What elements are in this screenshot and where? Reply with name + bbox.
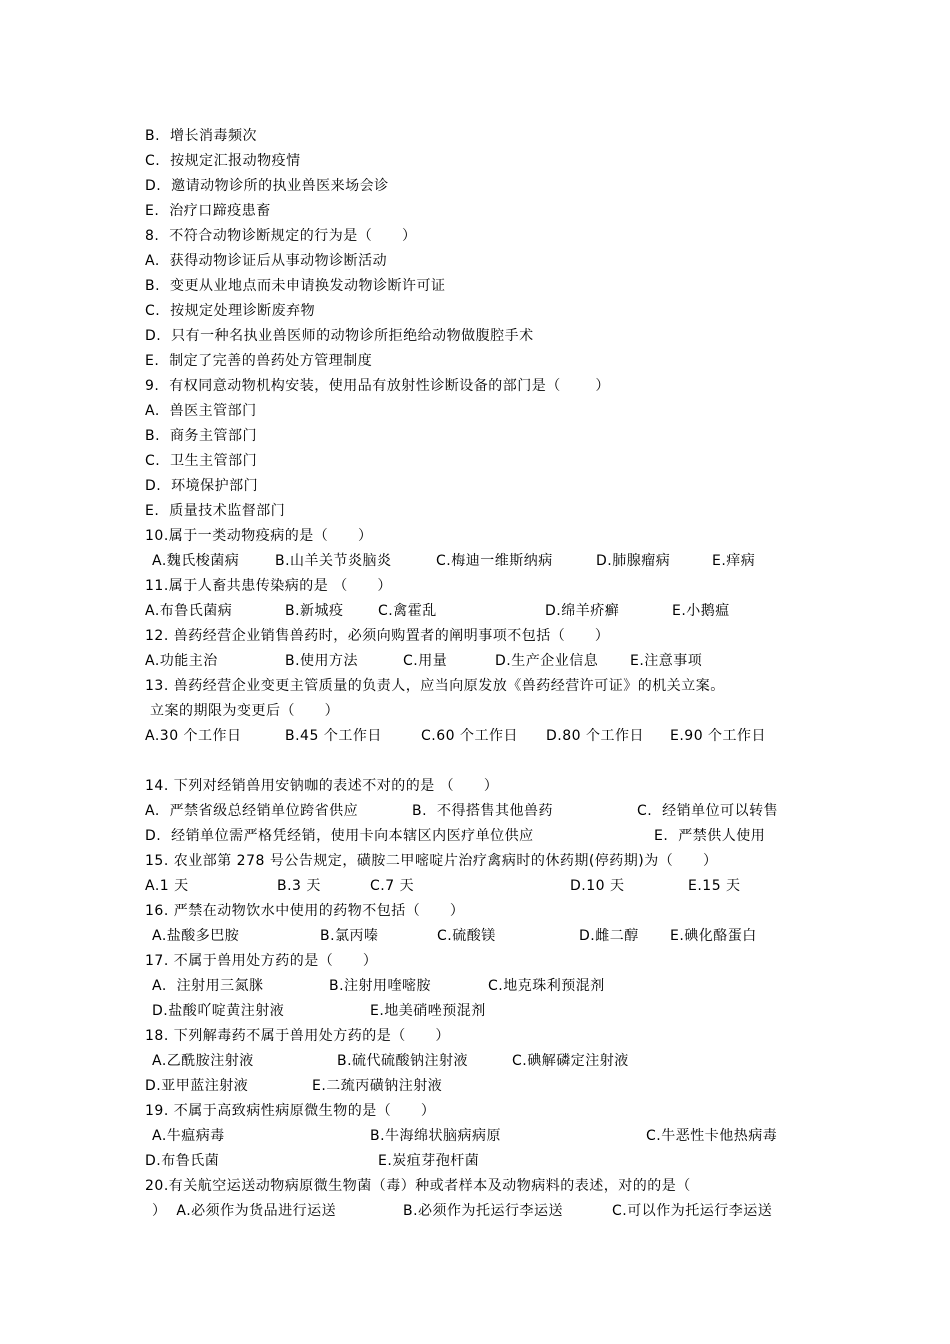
q13-option-e: E.90 个工作日 [670, 728, 767, 744]
q8-option-b: B. 变更从业地点而未申请换发动物诊断许可证 [145, 278, 446, 294]
q20-options-row [0, 1202, 950, 1220]
q19-option-b: B.牛海绵状脑病病原 [370, 1128, 502, 1144]
q12-option-d: D.生产企业信息 [495, 653, 599, 669]
q10-option-b: B.山羊关节炎脑炎 [275, 553, 392, 569]
q14-option-a: A. 严禁省级总经销单位跨省供应 [145, 803, 359, 819]
q18-options-row-2 [0, 1077, 950, 1095]
q11-option-a: A.布鲁氏菌病 [145, 603, 233, 619]
question-14: 14. 下列对经销兽用安钠咖的表述不对的的是 （ ） [145, 778, 499, 794]
q16-option-d: D.雌二醇 [579, 928, 639, 944]
question-19: 19. 不属于高致病性病原微生物的是（ ） [145, 1103, 436, 1119]
q20-option-b: B.必须作为托运行李运送 [403, 1203, 564, 1219]
question-18: 18. 下列解毒药不属于兽用处方药的是（ ） [145, 1028, 450, 1044]
q16-option-c: C.硫酸镁 [437, 928, 496, 944]
q7-option-b: B. 增长消毒频次 [145, 128, 257, 144]
q9-option-a: A. 兽医主管部门 [145, 403, 257, 419]
q15-option-a: A.1 天 [145, 878, 189, 894]
q12-option-b: B.使用方法 [285, 653, 359, 669]
q18-option-c: C.碘解磷定注射液 [512, 1053, 629, 1069]
q19-options-row-1 [0, 1127, 950, 1145]
question-10: 10.属于一类动物疫病的是（ ） [145, 528, 373, 544]
q12-options-row [0, 652, 950, 670]
q16-option-b: B.氯丙嗪 [320, 928, 379, 944]
q18-option-e: E.二巯丙磺钠注射液 [312, 1078, 443, 1094]
q17-option-c: C.地克珠利预混剂 [488, 978, 605, 994]
q15-option-b: B.3 天 [277, 878, 321, 894]
q14-option-b: B. 不得搭售其他兽药 [412, 803, 553, 819]
q16-option-e: E.碘化酪蛋白 [670, 928, 757, 944]
q13-option-d: D.80 个工作日 [546, 728, 644, 744]
q9-option-d: D. 环境保护部门 [145, 478, 259, 494]
q15-option-c: C.7 天 [370, 878, 415, 894]
question-20: 20.有关航空运送动物病原微生物菌（毒）种或者样本及动物病料的表述，对的的是（ [145, 1178, 691, 1194]
q14-options-row-2 [0, 827, 950, 845]
q13-options-row [0, 727, 950, 745]
q19-option-d: D.布鲁氏菌 [145, 1153, 220, 1169]
q17-option-e: E.地美硝唑预混剂 [370, 1003, 486, 1019]
q10-option-a: A.魏氏梭菌病 [152, 553, 240, 569]
q17-options-row-1 [0, 977, 950, 995]
q14-options-row-1 [0, 802, 950, 820]
q14-option-c: C. 经销单位可以转售 [637, 803, 779, 819]
q10-option-c: C.梅迪一维斯纳病 [436, 553, 553, 569]
q11-option-e: E.小鹅瘟 [672, 603, 730, 619]
q11-option-d: D.绵羊疥癣 [545, 603, 620, 619]
q11-option-b: B.新城疫 [285, 603, 344, 619]
q11-options-row [0, 602, 950, 620]
q17-option-a: A. 注射用三氮脒 [152, 978, 264, 994]
q20-option-a: ） A.必须作为货品进行运送 [152, 1203, 337, 1219]
q18-option-a: A.乙酰胺注射液 [152, 1053, 254, 1069]
question-16: 16. 严禁在动物饮水中使用的药物不包括（ ） [145, 903, 465, 919]
q15-option-d: D.10 天 [570, 878, 625, 894]
q13-option-a: A.30 个工作日 [145, 728, 242, 744]
q20-option-c: C.可以作为托运行李运送 [612, 1203, 773, 1219]
q10-option-d: D.肺腺瘤病 [596, 553, 671, 569]
q15-options-row [0, 877, 950, 895]
q8-option-a: A. 获得动物诊证后从事动物诊断活动 [145, 253, 388, 269]
question-12: 12. 兽药经营企业销售兽药时，必须向购置者的阐明事项不包括（ ） [145, 628, 610, 644]
q11-option-c: C.禽霍乱 [378, 603, 437, 619]
q16-option-a: A.盐酸多巴胺 [152, 928, 240, 944]
q13-option-c: C.60 个工作日 [421, 728, 518, 744]
question-9: 9. 有权同意动物机构安装，使用品有放射性诊断设备的部门是（ ） [145, 378, 610, 394]
q17-option-d: D.盐酸吖啶黄注射液 [152, 1003, 285, 1019]
q14-option-e: E. 严禁供人使用 [654, 828, 766, 844]
question-11: 11.属于人畜共患传染病的是 （ ） [145, 578, 392, 594]
q8-option-d: D. 只有一种名执业兽医师的动物诊所拒绝给动物做腹腔手术 [145, 328, 534, 344]
q19-option-c: C.牛恶性卡他热病毒 [646, 1128, 778, 1144]
q9-option-e: E. 质量技术监督部门 [145, 503, 286, 519]
q18-option-b: B.硫代硫酸钠注射液 [337, 1053, 469, 1069]
question-8: 8. 不符合动物诊断规定的行为是（ ） [145, 228, 417, 244]
q7-option-e: E. 治疗口蹄疫患畜 [145, 203, 271, 219]
question-13-continued: 立案的期限为变更后（ ） [145, 703, 340, 719]
q7-option-c: C. 按规定汇报动物疫情 [145, 153, 301, 169]
q7-option-d: D. 邀请动物诊所的执业兽医来场会诊 [145, 178, 389, 194]
q19-option-e: E.炭疽芽孢杆菌 [378, 1153, 480, 1169]
q19-options-row-2 [0, 1152, 950, 1170]
q17-options-row-2 [0, 1002, 950, 1020]
q13-option-b: B.45 个工作日 [285, 728, 382, 744]
q8-option-c: C. 按规定处理诊断废弃物 [145, 303, 316, 319]
q14-option-d: D. 经销单位需严格凭经销，使用卡向本辖区内医疗单位供应 [145, 828, 534, 844]
q12-option-e: E.注意事项 [630, 653, 703, 669]
q18-options-row-1 [0, 1052, 950, 1070]
q9-option-c: C. 卫生主管部门 [145, 453, 258, 469]
q8-option-e: E. 制定了完善的兽药处方管理制度 [145, 353, 373, 369]
question-17: 17. 不属于兽用处方药的是（ ） [145, 953, 378, 969]
q12-option-a: A.功能主治 [145, 653, 218, 669]
q15-option-e: E.15 天 [688, 878, 741, 894]
q10-option-e: E.痒病 [712, 553, 756, 569]
question-13: 13. 兽药经营企业变更主管质量的负责人，应当向原发放《兽药经营许可证》的机关立案。 [145, 678, 725, 694]
q19-option-a: A.牛瘟病毒 [152, 1128, 225, 1144]
q18-option-d: D.亚甲蓝注射液 [145, 1078, 249, 1094]
question-15: 15. 农业部第 278 号公告规定，磺胺二甲嘧啶片治疗禽病时的休药期(停药期)为（ ） [145, 853, 718, 869]
q10-options-row [0, 552, 950, 570]
q9-option-b: B. 商务主管部门 [145, 428, 257, 444]
q16-options-row [0, 927, 950, 945]
q17-option-b: B.注射用喹嘧胺 [329, 978, 432, 994]
q12-option-c: C.用量 [403, 653, 448, 669]
